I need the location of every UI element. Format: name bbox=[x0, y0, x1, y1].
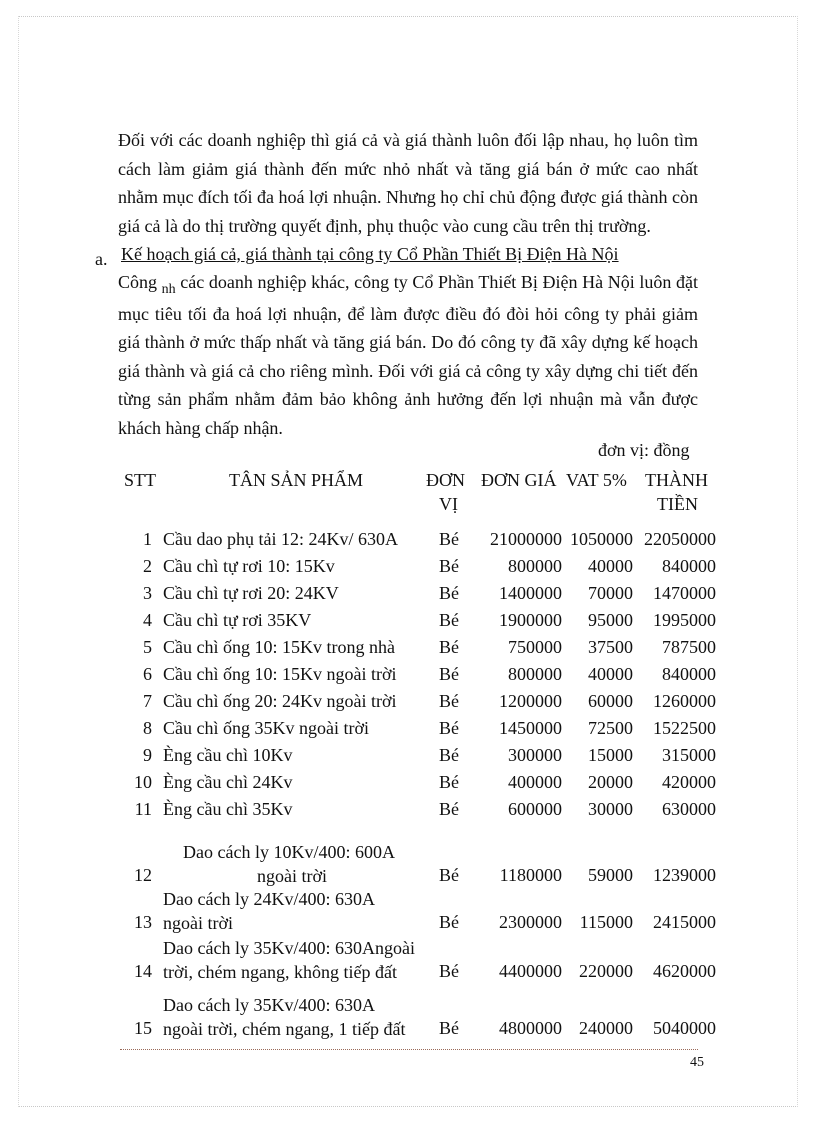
cell-total: 22050000 bbox=[644, 529, 716, 549]
cell-price: 600000 bbox=[508, 799, 562, 819]
cell-stt: 7 bbox=[143, 691, 152, 711]
cell-stt: 5 bbox=[143, 637, 152, 657]
cell-product-name: Cầu chì ống 10: 15Kv trong nhà bbox=[163, 637, 395, 657]
cell-total: 787500 bbox=[662, 637, 716, 657]
header-product-name: TÂN SẢN PHẨM bbox=[229, 470, 364, 490]
cell-product-name: Èng cầu chì 24Kv bbox=[163, 772, 293, 792]
cell-unit: Bé bbox=[439, 556, 459, 576]
cell-price: 800000 bbox=[508, 664, 562, 684]
section-marker: a. bbox=[95, 249, 108, 269]
cell-total: 4620000 bbox=[653, 961, 716, 981]
cell-vat: 30000 bbox=[588, 799, 633, 819]
cell-price: 1400000 bbox=[499, 583, 562, 603]
cell-vat: 70000 bbox=[588, 583, 633, 603]
cell-price: 300000 bbox=[508, 745, 562, 765]
cell-stt: 8 bbox=[143, 718, 152, 738]
cell-total: 1239000 bbox=[653, 865, 716, 885]
cell-stt: 12 bbox=[134, 865, 152, 885]
cell-unit: Bé bbox=[439, 718, 459, 738]
cell-vat: 20000 bbox=[588, 772, 633, 792]
cell-unit: Bé bbox=[439, 745, 459, 765]
cell-total: 5040000 bbox=[653, 1018, 716, 1038]
cell-product-name: Dao cách ly 35Kv/400: 630Angoài bbox=[163, 938, 415, 958]
cell-stt: 1 bbox=[143, 529, 152, 549]
cell-total: 315000 bbox=[662, 745, 716, 765]
cell-product-name: Cầu chì ống 20: 24Kv ngoài trời bbox=[163, 691, 397, 711]
page-border-top bbox=[18, 16, 798, 17]
cell-total: 1522500 bbox=[653, 718, 716, 738]
table-unit-label: đơn vị: đồng bbox=[598, 440, 690, 460]
cell-product-name: Dao cách ly 24Kv/400: 630A bbox=[163, 889, 375, 909]
cell-vat: 220000 bbox=[579, 961, 633, 981]
cell-product-name: ngoài trời bbox=[257, 866, 328, 886]
cell-product-name: Cầu chì tự rơi 35KV bbox=[163, 610, 312, 630]
cell-unit: Bé bbox=[439, 865, 459, 885]
cell-price: 1450000 bbox=[499, 718, 562, 738]
header-unit bbox=[426, 468, 465, 516]
cell-vat: 72500 bbox=[588, 718, 633, 738]
cell-total: 1470000 bbox=[653, 583, 716, 603]
cell-unit: Bé bbox=[439, 664, 459, 684]
cell-price: 21000000 bbox=[490, 529, 562, 549]
cell-vat: 15000 bbox=[588, 745, 633, 765]
cell-unit: Bé bbox=[439, 961, 459, 981]
cell-product-name: Cầu chì ống 10: 15Kv ngoài trời bbox=[163, 664, 397, 684]
cell-price: 400000 bbox=[508, 772, 562, 792]
cell-vat: 40000 bbox=[588, 664, 633, 684]
intro-paragraph: Đối với các doanh nghiệp thì giá cả và giá thành luôn đối lập nhau, họ luôn tìm cách làm giảm giá thành đến mức nhỏ nhất và tăng giá bán ở mức cao nhất nhằm mục đích tối đa hoá lợi nhuận. Nhưng họ chỉ chủ động được giá thành còn giá cả là do thị trường quyết định, phụ thuộc vào cung cầu trên thị trường. bbox=[118, 130, 698, 236]
cell-price: 1200000 bbox=[499, 691, 562, 711]
page-border-bottom bbox=[18, 1106, 798, 1107]
section-paragraph-subscript: nh bbox=[161, 282, 176, 297]
cell-unit: Bé bbox=[439, 691, 459, 711]
header-stt: STT bbox=[124, 470, 157, 490]
header-total bbox=[645, 468, 708, 516]
header-total-line2: TIỀN bbox=[657, 494, 698, 514]
cell-total: 420000 bbox=[662, 772, 716, 792]
cell-stt: 13 bbox=[134, 912, 152, 932]
cell-unit: Bé bbox=[439, 912, 459, 932]
cell-total: 1260000 bbox=[653, 691, 716, 711]
cell-total: 2415000 bbox=[653, 912, 716, 932]
cell-total: 840000 bbox=[662, 556, 716, 576]
cell-price: 4800000 bbox=[499, 1018, 562, 1038]
cell-vat: 37500 bbox=[588, 637, 633, 657]
footer-rule bbox=[120, 1049, 698, 1050]
header-unit-line1: ĐƠN bbox=[426, 470, 465, 490]
section-heading: Kế hoạch giá cả, giá thành tại công ty Cổ Phần Thiết Bị Điện Hà Nội bbox=[121, 244, 619, 264]
cell-product-name: trời, chém ngang, không tiếp đất bbox=[163, 962, 397, 982]
cell-product-name: Cầu dao phụ tải 12: 24Kv/ 630A bbox=[163, 529, 398, 549]
cell-price: 2300000 bbox=[499, 912, 562, 932]
cell-vat: 40000 bbox=[588, 556, 633, 576]
cell-product-name: Cầu chì tự rơi 10: 15Kv bbox=[163, 556, 335, 576]
cell-vat: 115000 bbox=[579, 912, 633, 932]
cell-vat: 60000 bbox=[588, 691, 633, 711]
cell-unit: Bé bbox=[439, 1018, 459, 1038]
cell-unit: Bé bbox=[439, 637, 459, 657]
page-number: 45 bbox=[690, 1055, 704, 1070]
cell-unit: Bé bbox=[439, 799, 459, 819]
cell-price: 800000 bbox=[508, 556, 562, 576]
cell-unit: Bé bbox=[439, 772, 459, 792]
section-paragraph-rest: các doanh nghiệp khác, công ty Cổ Phần Thiết Bị Điện Hà Nội luôn đặt mục tiêu tối đa hoá lợi nhuận, để làm được điều đó đòi hỏi công ty phải giảm giá thành ở mức thấp nhất và tăng giá bán. Do đó công ty đã xây dựng kế hoạch giá thành và giá cả cho riêng mình. Đối với giá cả công ty xây dựng chi tiết đến từng sản phẩm nhằm đảm bảo không ảnh hưởng đến lợi nhuận mà vẫn được khách hàng chấp nhận. bbox=[118, 272, 699, 438]
cell-price: 1900000 bbox=[499, 610, 562, 630]
cell-unit: Bé bbox=[439, 529, 459, 549]
cell-vat: 240000 bbox=[579, 1018, 633, 1038]
cell-total: 840000 bbox=[662, 664, 716, 684]
section-paragraph bbox=[118, 268, 698, 442]
cell-product-name: Cầu chì ống 35Kv ngoài trời bbox=[163, 718, 369, 738]
header-unit-line2: VỊ bbox=[439, 494, 458, 514]
cell-stt: 11 bbox=[134, 799, 152, 819]
header-vat: VAT 5% bbox=[566, 470, 627, 490]
cell-product-name: ngoài trời, chém ngang, 1 tiếp đất bbox=[163, 1019, 406, 1039]
cell-stt: 4 bbox=[143, 610, 152, 630]
cell-unit: Bé bbox=[439, 583, 459, 603]
cell-stt: 10 bbox=[134, 772, 152, 792]
cell-vat: 95000 bbox=[588, 610, 633, 630]
cell-total: 630000 bbox=[662, 799, 716, 819]
cell-product-name: Èng cầu chì 35Kv bbox=[163, 799, 293, 819]
page-border-right bbox=[797, 16, 798, 1107]
cell-product-name: Èng cầu chì 10Kv bbox=[163, 745, 293, 765]
section-paragraph-start: Công bbox=[118, 272, 158, 292]
cell-stt: 15 bbox=[134, 1018, 152, 1038]
cell-stt: 9 bbox=[143, 745, 152, 765]
cell-price: 1180000 bbox=[499, 865, 562, 885]
cell-product-name: Dao cách ly 35Kv/400: 630A bbox=[163, 995, 375, 1015]
header-price: ĐƠN GIÁ bbox=[481, 470, 557, 490]
cell-product-name: Cầu chì tự rơi 20: 24KV bbox=[163, 583, 339, 603]
header-total-line1: THÀNH bbox=[645, 470, 708, 490]
cell-stt: 2 bbox=[143, 556, 152, 576]
cell-vat: 1050000 bbox=[570, 529, 633, 549]
cell-vat: 59000 bbox=[588, 865, 633, 885]
page-border-left bbox=[18, 16, 19, 1107]
cell-price: 4400000 bbox=[499, 961, 562, 981]
cell-stt: 3 bbox=[143, 583, 152, 603]
cell-stt: 14 bbox=[134, 961, 152, 981]
cell-product-name: Dao cách ly 10Kv/400: 600A bbox=[183, 842, 395, 862]
cell-total: 1995000 bbox=[653, 610, 716, 630]
cell-product-name: ngoài trời bbox=[163, 913, 234, 933]
cell-price: 750000 bbox=[508, 637, 562, 657]
cell-unit: Bé bbox=[439, 610, 459, 630]
cell-stt: 6 bbox=[143, 664, 152, 684]
